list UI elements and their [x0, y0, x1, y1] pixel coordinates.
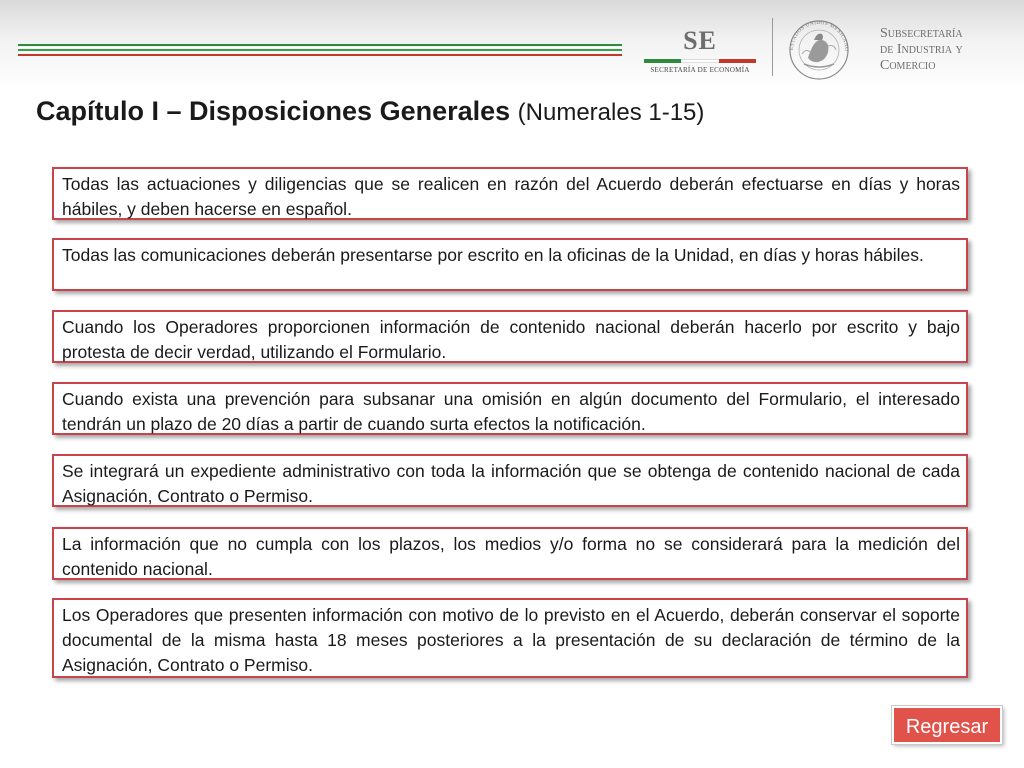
- subsecretaria-text: [880, 26, 1020, 74]
- provision-box-4: Cuando exista una prevención para subsanar una omisión en algún documento del Formulario, el interesado tendrán un plazo de 20 días a partir de cuando surta efectos la notificación.: [52, 382, 968, 435]
- se-logo-subtitle: SECRETARÍA DE ECONOMÍA: [650, 66, 750, 74]
- page-title-subtitle: (Numerales 1-15): [517, 99, 705, 126]
- provision-box-2: Todas las comunicaciones deberán presentarse por escrito en la oficinas de la Unidad, en días y horas hábiles.: [52, 238, 968, 291]
- subsecretaria-line-2: de Industria y: [880, 42, 963, 57]
- subsecretaria-line-3: Comercio: [880, 58, 936, 73]
- mexico-seal-icon: [784, 18, 854, 82]
- se-logo: [640, 26, 760, 74]
- provision-box-3: Cuando los Operadores proporcionen información de contenido nacional deberán hacerlo por escrito y bajo protesta de decir verdad, utilizando el Formulario.: [52, 310, 968, 363]
- page-title: [36, 96, 936, 127]
- provision-box-5: Se integrará un expediente administrativo con toda la información que se obtenga de contenido nacional de cada Asignación, Contrato o Permiso.: [52, 454, 968, 507]
- regresar-button[interactable]: Regresar: [892, 706, 1002, 744]
- page-title-main: Capítulo I – Disposiciones Generales: [36, 96, 511, 126]
- se-logo-letters: SE: [683, 26, 717, 55]
- subsecretaria-line-1: Subsecretaría: [880, 26, 963, 41]
- seal-text: ESTADOS UNIDOS MEXICANO: [788, 19, 850, 52]
- provision-box-1: Todas las actuaciones y diligencias que se realicen en razón del Acuerdo deberán efectuarse en días y horas hábiles, y deben hacerse en español.: [52, 167, 968, 220]
- tricolor-lines: [18, 44, 622, 53]
- provision-box-7: Los Operadores que presenten información con motivo de lo previsto en el Acuerdo, deberán conservar el soporte documental de la misma hasta 18 meses posteriores a la presentación de su declaración de término de la Asignación, Contrato o Permiso.: [52, 598, 968, 678]
- se-logo-tricolor-bar: [644, 59, 756, 63]
- header-divider: [772, 18, 773, 76]
- header-band: [0, 0, 1024, 88]
- provision-box-6: La información que no cumpla con los plazos, los medios y/o forma no se considerará para la medición del contenido nacional.: [52, 527, 968, 580]
